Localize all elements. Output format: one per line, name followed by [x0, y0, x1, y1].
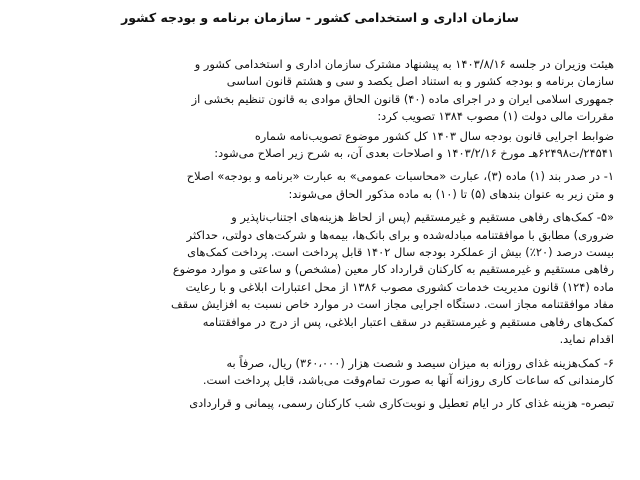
document-header [26, 8, 614, 28]
item-1-paragraph [26, 168, 614, 203]
amendment-intro-line: ۲۴۵۴۱/ت۶۲۴۹۸هـ مورخ ۱۴۰۳/۲/۱۶ و اصلاحات بعدی آن، به شرح زیر اصلاح می‌شود: [214, 146, 614, 161]
amendment-intro-line: ضوابط اجرایی قانون بودجه سال ۱۴۰۳ کل کشور موضوع تصویب‌نامه شماره [254, 128, 614, 143]
intro-line: سازمان برنامه و بودجه کشور و به استناد اصل یکصد و سی و هشتم قانون اساسی [226, 74, 614, 89]
item-1-line: و متن زیر به عنوان بندهای (۵) تا (۱۰) به ماده مذکور الحاق می‌شوند: [288, 186, 614, 201]
item-5-line: مفاد موافقتنامه مجاز است. دستگاه اجرایی مجاز است در موارد خاص نسبت به افزایش سقف [170, 297, 614, 312]
item-6-line: کارمندانی که ساعات کاری روزانه آنها به صورت تمام‌وقت می‌باشد، قابل پرداخت است. [202, 372, 614, 387]
item-6-line: ۶- کمک‌هزینه غذای روزانه به میزان سیصد و شصت هزار (۳۶۰،۰۰۰) ریال، صرفاً به [226, 355, 614, 370]
item-6-paragraph [26, 355, 614, 390]
intro-line: مقررات مالی دولت (۱) مصوب ۱۳۸۴ تصویب کرد: [377, 109, 614, 124]
item-5-line: بیست درصد (۲۰٪) بیش از عملکرد بودجه سال ۱۴۰۲ قابل پرداخت است. پرداخت کمک‌های [187, 245, 614, 260]
item-5-line: ضروری) مطابق با موافقتنامه مبادله‌شده و برای بانک‌ها، بیمه‌ها و شرکت‌های دولتی، حداکثر [186, 227, 614, 242]
item-1-line: ۱- در صدر بند (۱) ماده (۳)، عبارت «محاسبات عمومی» به عبارت «برنامه و بودجه» اصلاح [186, 169, 614, 184]
item-5-line: رفاهی مستقیم و غیرمستقیم به کارکنان قرارداد کار معین (مشخص) و ساعتی و موارد موضوع [172, 262, 614, 277]
item-5-line: «۵- کمک‌های رفاهی مستقیم و غیرمستقیم (پس از لحاظ هزینه‌های اجتناب‌ناپذیر و [231, 210, 614, 225]
intro-paragraph [26, 56, 614, 126]
item-5-paragraph [26, 209, 614, 348]
intro-line: هیئت وزیران در جلسه ۱۴۰۳/۸/۱۶ به پیشنهاد مشترک سازمان اداری و استخدامی کشور و [194, 57, 614, 71]
note-paragraph [26, 395, 614, 412]
intro-line: جمهوری اسلامی ایران و در اجرای ماده (۴۰) قانون الحاق موادی به قانون تنظیم بخشی از [191, 91, 614, 106]
note-line: تبصره- هزینه غذای کار در ایام تعطیل و نوبت‌کاری شب کارکنان رسمی، پیمانی و قراردادی [189, 396, 614, 411]
item-5-line: ماده (۱۲۴) قانون مدیریت خدمات کشوری مصوب ۱۳۸۶ از محل اعتبارات ابلاغی و با رعایت [185, 279, 614, 294]
header-title: سازمان اداری و استخدامی کشور - سازمان برنامه و بودجه کشور [121, 10, 519, 25]
item-5-line: کمک‌های رفاهی مستقیم و غیرمستقیم در سقف اعتبار ابلاغی، پس از درج در موافقتنامه [202, 314, 614, 329]
item-5-line: اقدام نماید. [559, 332, 614, 347]
amendment-intro-paragraph [26, 128, 614, 163]
